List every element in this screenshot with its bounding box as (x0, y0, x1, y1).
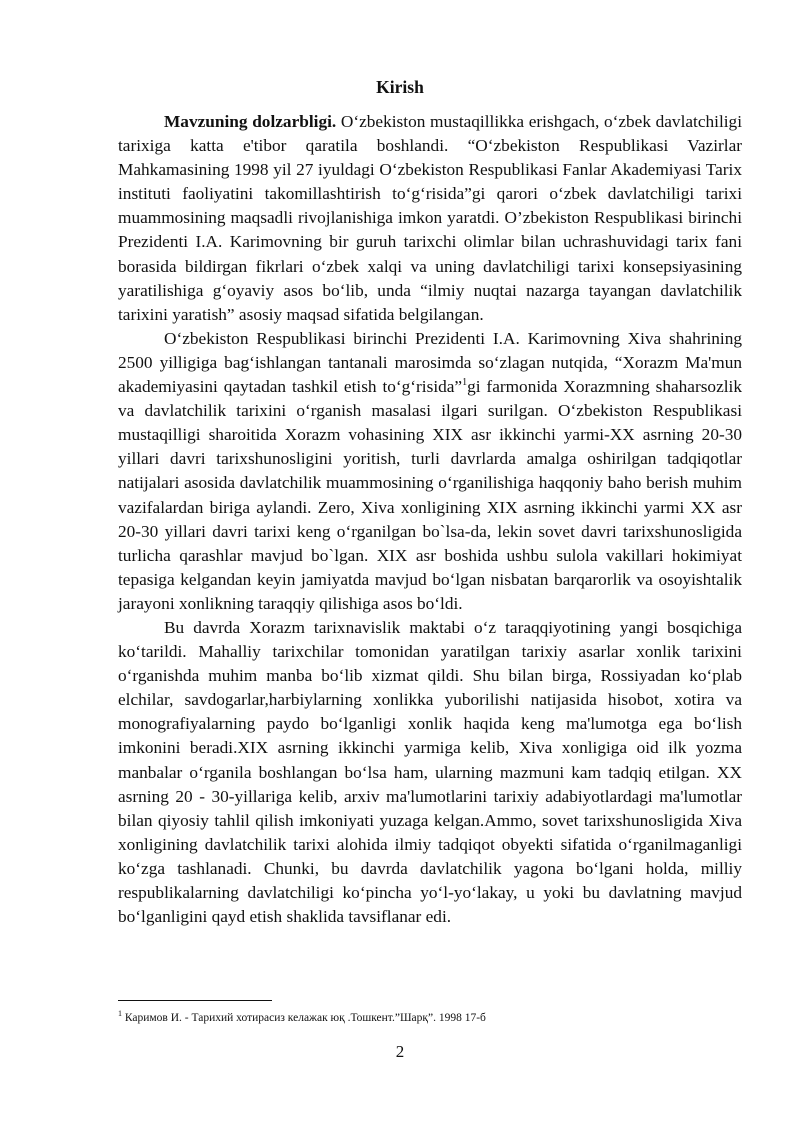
paragraph-text: O‘zbekiston mustaqillikka erishgach, o‘zbek davlatchiligi tarixiga katta e'tibor qaratila boshlandi. “O‘zbekiston Respublikasi Vazirlar Mahkamasining 1998 yil 27 iyuldagi O‘zbekiston Respublikasi Fanlar Akademiyasi Tarix instituti faoliyatini takomillashtirish to‘g‘risida”gi qarori o‘zbek davlatchiligi tarixi muammosining maqsadli rivojlanishiga imkon yaratdi. O’zbekiston Respublikasi birinchi Prezidenti I.A. Karimovning bir guruh tarixchi olimlar bilan uchrashuvidagi tarix fani borasida bildirgan fikrlari o‘zbek xalqi va uning davlatchiligi tarixi konsepsiyasining yaratilishiga g‘oyaviy asos bo‘lib, unda “ilmiy nuqtai nazarga tayangan davlatchilik tarixini yaratish” asosiy maqsad sifatida belgilangan. (118, 112, 743, 324)
footnote-divider (118, 1000, 272, 1001)
paragraph-text: O‘zbekiston Respublikasi birinchi Prezidenti I.A. Karimovning Xiva shahrining 2500 yilligiga bag‘ishlangan tantanali marosimda so‘zlagan nutqida, “Xorazm Ma'mun akademiyasini qaytadan tashkil etish to‘g‘risida” (118, 328, 742, 397)
paragraph-text: Bu davrda Xorazm tarixnavislik maktabi o‘z taraqqiyotining yangi bosqichiga ko‘tarildi. Mahalliy tarixchilar tomonidan yaratilgan tarixiy asarlar xonlik tarixini o‘rganishda muhim manba bo‘lib xizmat qildi. Shu bilan birga, Rossiyadan ko‘plab elchilar, savdogarlar,harbiylarning xonlikka yuborilishi natijasida hisobot, xotira va monografiyalarning paydo bo‘lganligi xonlik haqida keng ma'lumotga ega bo‘lish imkonini beradi.XIX asrning ikkinchi yarmiga kelib, Xiva xonligiga oid ilk yozma manbalar o‘rganila boshlangan bo‘lsa ham, ularning mazmuni kam tadqiq etilgan. XX asrning 20 - 30-yillariga kelib, arxiv ma'lumotlarini tarixiy adabiyotlardagi ma'lumotlar bilan qiyosiy tahlil qilish imkoniyati yuzaga kelgan.Ammo, sovet tarixshunosligida Xiva xonligining davlatchilik tarixi alohida ilmiy tadqiqot obyekti sifatida o‘rganilmaganligi ko‘zga tashlanadi. Chunki, bu davrda davlatchilik yagona bo‘lgani holda, milliy respublikalarning davlatchiligi ko‘pincha yo‘l-yo‘lakay, u yoki bu davlatning mavjud bo‘lganligini qayd etish shaklida tavsiflanar edi. (118, 617, 742, 927)
paragraph-text-continued: gi farmonida Xorazmning shaharsozlik va davlatchilik tarixini o‘rganish masalasi ilgari surilgan. O‘zbekiston Respublikasi mustaqilligi sharoitida Xorazm vohasining XIX asr ikkinchi yarmi-XX asrning 20-30 yillari davri tarixshunosligini yoritish, turli davrlarda amalga oshirilgan tadqiqotlar natijalari asosida davlatchilik muammosining o‘rganilishiga haqqoniy baho berish muhim vazifalardan biriga aylandi. Zero, Xiva xonligining XIX asrning ikkinchi yarmi XX asr 20-30 yillari davri tarixi keng o‘rganilgan bo`lsa-da, lekin sovet davri tarixshunosligida turlicha qarashlar mavjud bo`lgan. XIX asr boshida ushbu sulola vakillari hokimiyat tepasiga kelgandan keyin jamiyatda mavjud bo‘lgan nisbatan barqarorlik va osoyishtalik jarayoni xonlikning taraqqiy qilishiga asos bo‘ldi. (118, 377, 742, 613)
paragraph-lead: Mavzuning dolzarbligi. (164, 112, 337, 131)
footnote-number: 1 (118, 1009, 122, 1018)
body-text (118, 110, 742, 929)
paragraph-3 (118, 616, 742, 929)
footnote-reference[interactable]: 1 (462, 377, 468, 389)
paragraph-2 (118, 327, 742, 616)
footnote-text: Каримов И. - Тарихий хотирасиз келажак юқ .Тошкент.”Шарқ”. 1998 17-б (122, 1011, 486, 1024)
footnote (118, 1006, 742, 1026)
paragraph-1 (118, 110, 742, 327)
page-number: 2 (395, 1042, 405, 1061)
page-title: Kirish (376, 77, 424, 97)
